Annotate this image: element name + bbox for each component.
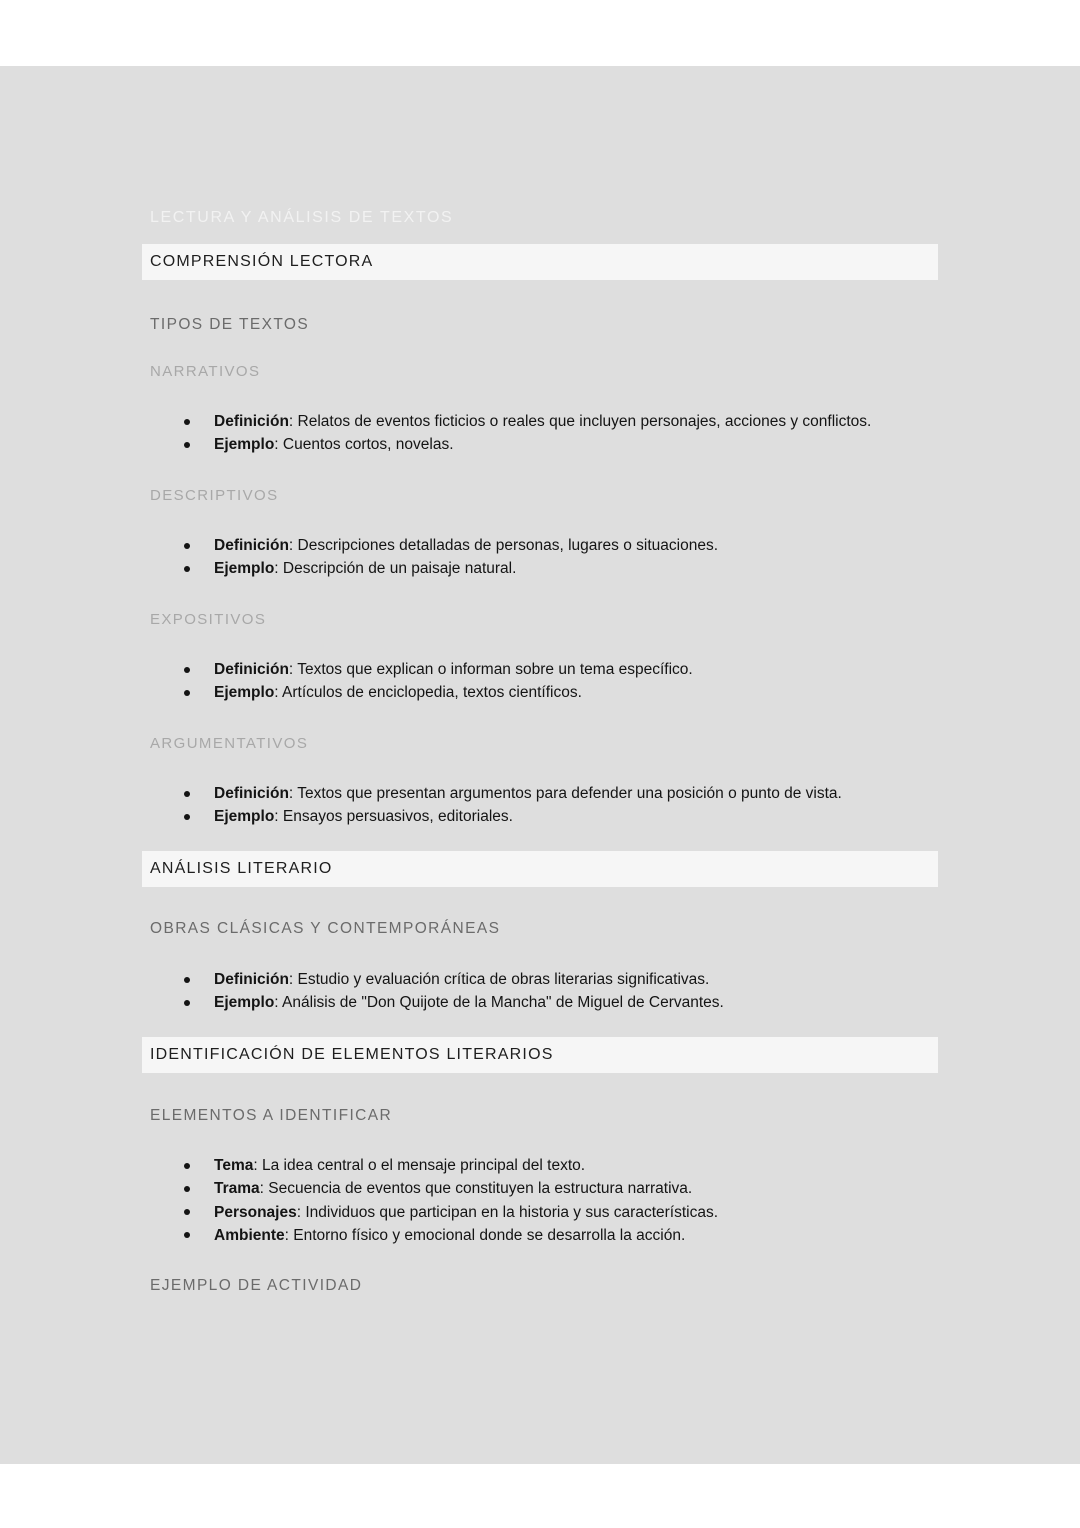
bullet-icon — [184, 1232, 190, 1238]
item-text: : Secuencia de eventos que constituyen la estructura narrativa. — [259, 1180, 693, 1198]
list-item — [150, 805, 842, 828]
heading-descriptivos: DESCRIPTIVOS — [150, 487, 279, 504]
bullet-icon — [184, 1186, 190, 1192]
item-term: Definición — [214, 537, 289, 554]
subheading-tipos-de-textos: TIPOS DE TEXTOS — [150, 316, 310, 333]
item-text: : Textos que explican o informan sobre un tema específico. — [288, 661, 693, 678]
item-term: Ejemplo — [214, 808, 275, 826]
item-text: : Textos que presentan argumentos para defender una posición o punto de vista. — [288, 785, 842, 802]
list-item — [150, 410, 871, 433]
bullet-icon — [184, 690, 190, 696]
list-item — [150, 534, 718, 557]
list-item — [150, 782, 842, 805]
bullet-icon — [184, 543, 190, 549]
item-term: Ambiente — [214, 1226, 285, 1244]
section-heading-identificacion: IDENTIFICACIÓN DE ELEMENTOS LITERARIOS — [142, 1037, 938, 1073]
bullet-icon — [184, 1000, 190, 1006]
section-heading-analisis: ANÁLISIS LITERARIO — [142, 851, 938, 887]
list-obras — [150, 968, 724, 1015]
item-text: : Ensayos persuasivos, editoriales. — [274, 808, 513, 826]
list-narrativos — [150, 410, 871, 457]
document-title: LECTURA Y ANÁLISIS DE TEXTOS — [150, 209, 454, 226]
subheading-elementos: ELEMENTOS A IDENTIFICAR — [150, 1107, 393, 1124]
list-item — [150, 1177, 718, 1200]
item-text: : Descripción de un paisaje natural. — [274, 560, 517, 578]
document-page — [0, 66, 1080, 1464]
item-term: Ejemplo — [214, 560, 275, 578]
list-item — [150, 433, 871, 456]
item-term: Definición — [214, 661, 289, 678]
item-text: : Entorno físico y emocional donde se desarrolla la acción. — [284, 1226, 686, 1244]
list-item — [150, 1154, 718, 1177]
list-item — [150, 557, 718, 580]
item-term: Ejemplo — [214, 684, 275, 702]
subheading-obras: OBRAS CLÁSICAS Y CONTEMPORÁNEAS — [150, 920, 501, 937]
item-term: Definición — [214, 971, 289, 988]
item-text: : Descripciones detalladas de personas, lugares o situaciones. — [288, 537, 719, 554]
item-term: Definición — [214, 785, 289, 802]
bullet-icon — [184, 1163, 190, 1169]
bullet-icon — [184, 791, 190, 797]
list-elementos — [150, 1154, 718, 1247]
item-text: : Estudio y evaluación crítica de obras literarias significativas. — [288, 971, 710, 988]
list-item — [150, 1224, 718, 1247]
bullet-icon — [184, 419, 190, 425]
bullet-icon — [184, 814, 190, 820]
bullet-icon — [184, 1209, 190, 1215]
bullet-icon — [184, 566, 190, 572]
section-heading-comprension: COMPRENSIÓN LECTORA — [142, 244, 938, 280]
list-argumentativos — [150, 782, 842, 829]
list-item — [150, 968, 724, 991]
heading-argumentativos: ARGUMENTATIVOS — [150, 735, 309, 752]
item-text: : La idea central o el mensaje principal del texto. — [253, 1157, 586, 1174]
item-term: Definición — [214, 413, 289, 430]
bullet-icon — [184, 442, 190, 448]
heading-expositivos: EXPOSITIVOS — [150, 611, 267, 628]
item-text: : Relatos de eventos ficticios o reales que incluyen personajes, acciones y conflictos. — [288, 413, 872, 430]
bullet-icon — [184, 667, 190, 673]
item-term: Trama — [214, 1180, 260, 1198]
list-descriptivos — [150, 534, 718, 581]
item-term: Ejemplo — [214, 994, 275, 1012]
list-item — [150, 991, 724, 1014]
list-item — [150, 658, 693, 681]
item-term: Tema — [214, 1157, 254, 1174]
item-text: : Cuentos cortos, novelas. — [274, 436, 454, 454]
item-text: : Análisis de "Don Quijote de la Mancha" de Miguel de Cervantes. — [274, 994, 724, 1012]
list-expositivos — [150, 658, 693, 705]
item-text: : Artículos de enciclopedia, textos científicos. — [274, 684, 582, 702]
list-item — [150, 681, 693, 704]
item-text: : Individuos que participan en la historia y sus características. — [296, 1203, 719, 1221]
item-term: Personajes — [214, 1203, 297, 1221]
item-term: Ejemplo — [214, 436, 275, 454]
heading-narrativos: NARRATIVOS — [150, 363, 261, 380]
bullet-icon — [184, 977, 190, 983]
list-item — [150, 1201, 718, 1224]
subheading-ejemplo-actividad: EJEMPLO DE ACTIVIDAD — [150, 1277, 363, 1294]
